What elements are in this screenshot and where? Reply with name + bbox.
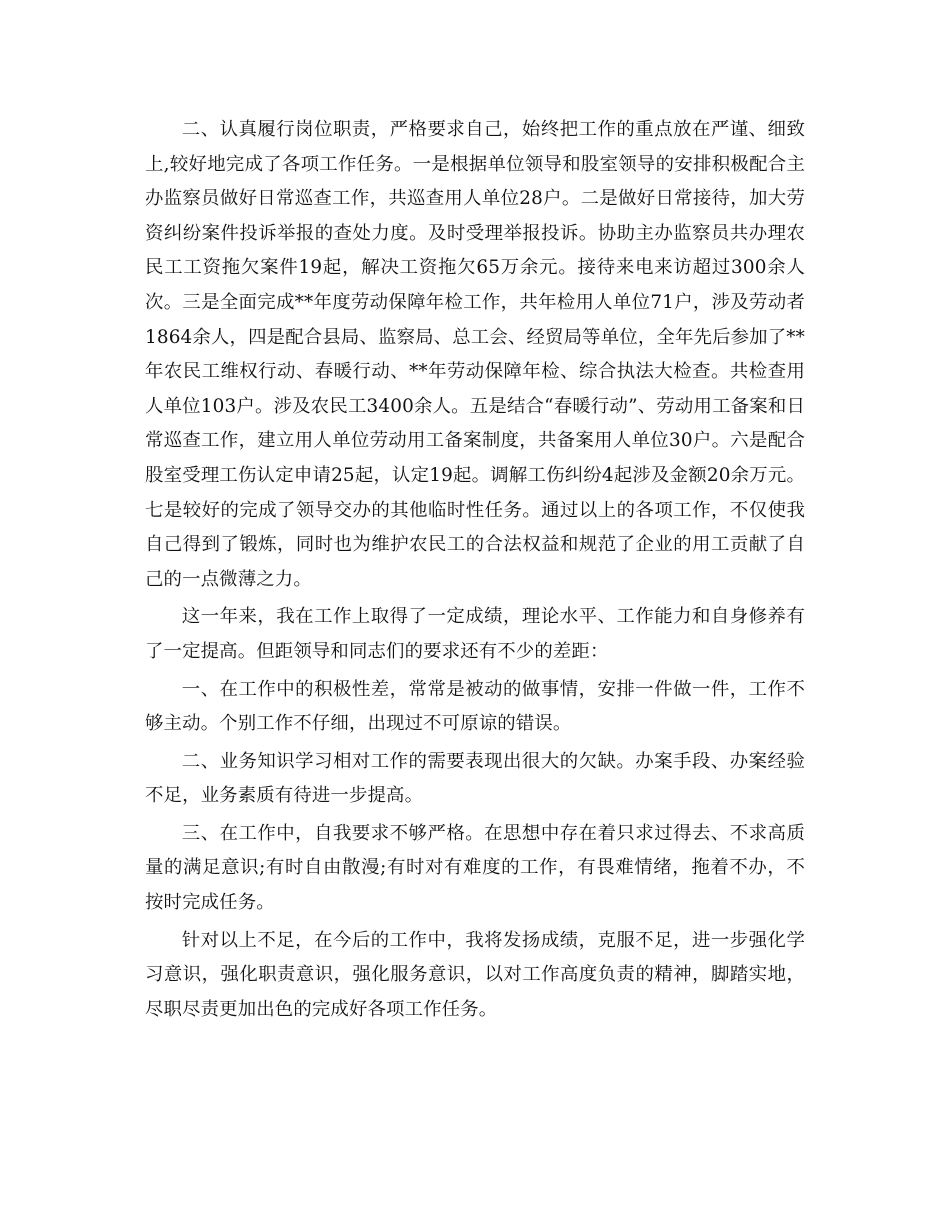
paragraph-shortcoming-2: 二、业务知识学习相对工作的需要表现出很大的欠缺。办案手段、办案经验不足，业务素质有待进一步提高。 — [145, 750, 805, 807]
paragraph-year-summary: 这一年来，我在工作上取得了一定成绩，理论水平、工作能力和自身修养有了一定提高。但距领导和同志们的要求还有不少的差距： — [145, 606, 805, 662]
paragraph-conclusion: 针对以上不足，在今后的工作中，我将发扬成绩，克服不足，进一步强化学习意识，强化职责意识，强化服务意识，以对工作高度负责的精神，脚踏实地，尽职尽责更加出色的完成好各项工作任务。 — [145, 929, 805, 1020]
paragraph-shortcoming-1: 一、在工作中的积极性差，常常是被动的做事情，安排一件做一件，工作不够主动。个别工作不仔细，出现过不可原谅的错误。 — [145, 678, 805, 735]
paragraph-shortcoming-3: 三、在工作中，自我要求不够严格。在思想中存在着只求过得去、不求高质量的满足意识;有时自由散漫;有时对有难度的工作，有畏难情绪，拖着不办，不按时完成任务。 — [145, 822, 805, 914]
paragraph-duties: 二、认真履行岗位职责，严格要求自己，始终把工作的重点放在严谨、细致上,较好地完成了各项工作任务。一是根据单位领导和股室领导的安排积极配合主办监察员做好日常巡查工作，共巡查用人单位28户。二是做好日常接待，加大劳资纠纷案件投诉举报的查处力度。及时受理举报投诉。协助主办监察员共办理农民工工资拖欠案件19起，解决工资拖欠65万余元。接待来电来访超过300余人次。三是全面完成**年度劳动保障年检工作，共年检用人单位71户，涉及劳动者1864余人，四是配合县局、监察局、总工会、经贸局等单位，全年先后参加了**年农民工维权行动、春暖行动、**年劳动保障年检、综合执法大检查。共检查用人单位103户。涉及农民工3400余人。五是结合“春暖行动”、劳动用工备案和日常巡查工作，建立用人单位劳动用工备案制度，共备案用人单位30户。六是配合股室受理工伤认定申请25起，认定19起。调解工伤纠纷4起涉及金额20余万元。七是较好的完成了领导交办的其他临时性任务。通过以上的各项工作，不仅使我自己得到了锻炼，同时也为维护农民工的合法权益和规范了企业的用工贡献了自己的一点微薄之力。 — [145, 119, 805, 590]
document-body — [145, 113, 805, 1030]
